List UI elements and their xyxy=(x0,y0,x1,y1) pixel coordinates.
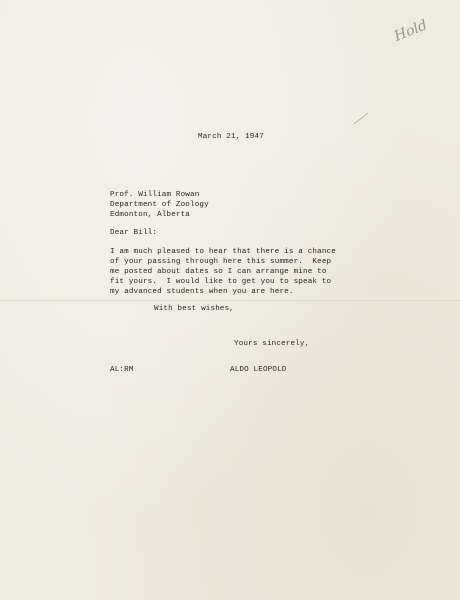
body-line: me posted about dates so I can arrange mine to xyxy=(110,268,327,276)
pencil-mark xyxy=(354,113,369,125)
body-line: fit yours. I would like to get you to speak to xyxy=(110,278,332,286)
handwritten-hold-note: Hold xyxy=(392,17,430,45)
body-line: of your passing through here this summer. Keep xyxy=(110,258,332,266)
salutation: Dear Bill: xyxy=(110,229,158,237)
closing: Yours sincerely, xyxy=(234,340,310,348)
best-wishes: With best wishes, xyxy=(154,305,235,313)
body-line: I am much pleased to hear that there is a chance xyxy=(110,248,336,256)
paper-fold xyxy=(0,300,460,301)
recipient-department: Department of Zoology xyxy=(110,201,209,209)
recipient-city: Edmonton, Alberta xyxy=(110,211,191,219)
signature-name: ALDO LEOPOLD xyxy=(230,366,287,374)
letter-date: March 21, 1947 xyxy=(198,133,264,141)
typist-initials: AL:RM xyxy=(110,366,134,374)
recipient-name: Prof. William Rowan xyxy=(110,191,200,199)
body-line: my advanced students when you are here. xyxy=(110,288,294,296)
